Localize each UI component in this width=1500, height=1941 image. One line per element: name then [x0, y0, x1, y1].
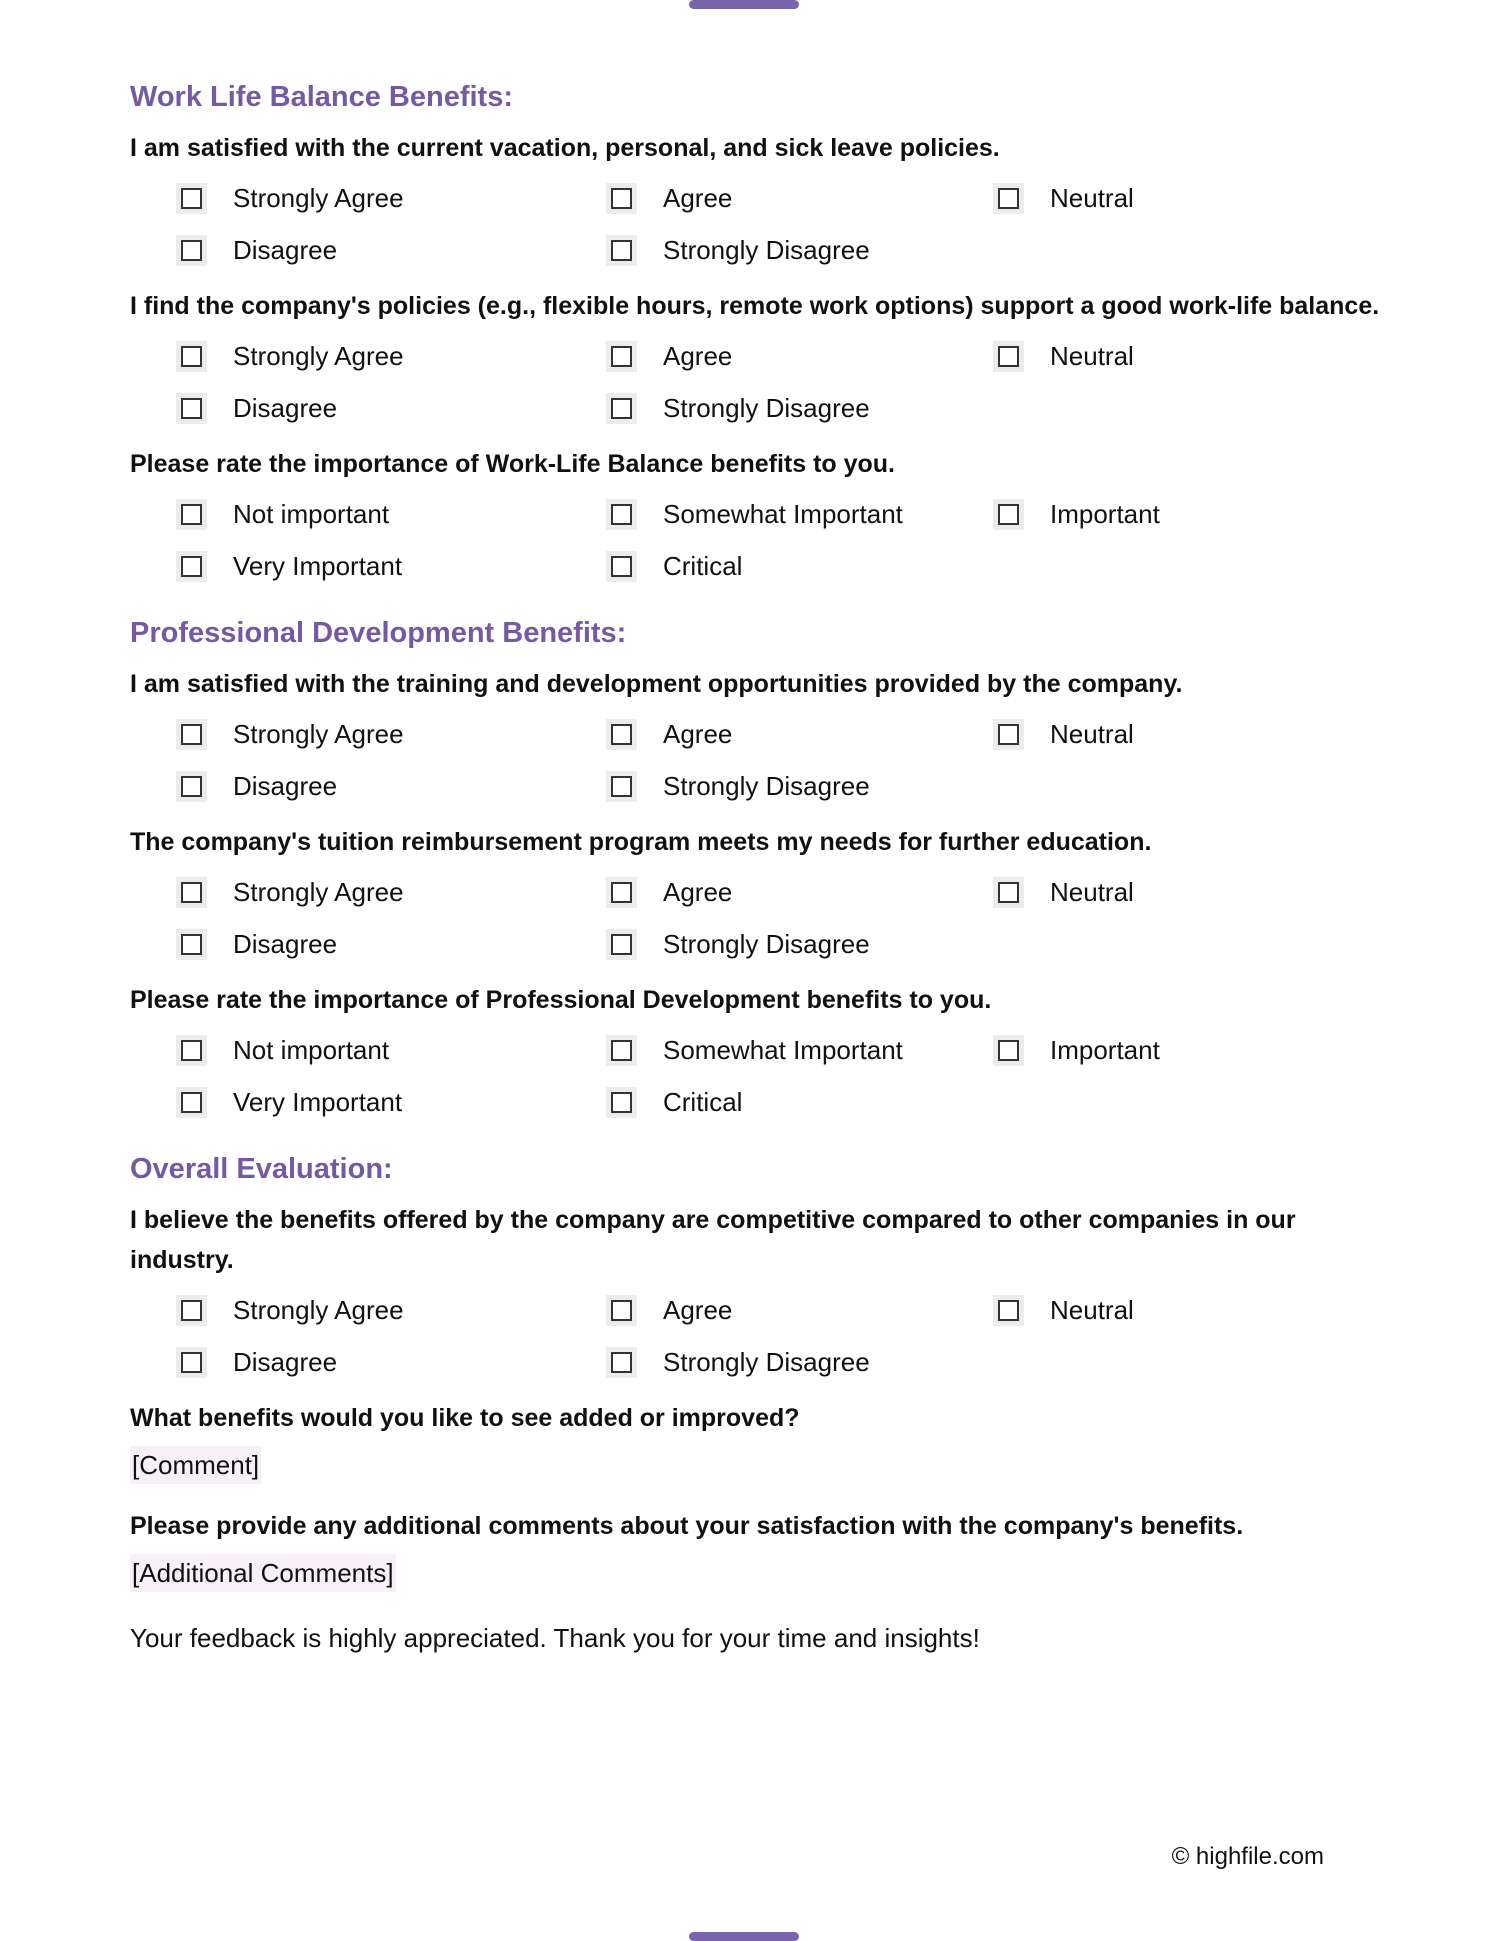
option-label: Not important: [233, 1034, 390, 1065]
checkbox[interactable]: [181, 776, 202, 797]
question-text: Please rate the importance of Professional Development benefits to you.: [130, 986, 992, 1014]
option-label: Agree: [663, 718, 733, 749]
checkbox[interactable]: [611, 1300, 632, 1321]
option-label: Strongly Disagree: [663, 234, 870, 265]
option[interactable]: [995, 708, 1295, 760]
option-label: Critical: [663, 550, 743, 581]
option[interactable]: [995, 330, 1295, 382]
checkbox[interactable]: [181, 504, 202, 525]
option-label: Neutral: [1050, 876, 1134, 907]
option-label: Strongly Disagree: [663, 392, 870, 423]
option-label: Strongly Disagree: [663, 928, 870, 959]
checkbox[interactable]: [998, 724, 1019, 745]
option-label: Strongly Disagree: [663, 770, 870, 801]
option[interactable]: [995, 1024, 1295, 1076]
option-label: Important: [1050, 1034, 1160, 1065]
section-heading-overall-evaluation: Overall Evaluation:: [130, 1153, 393, 1185]
checkbox[interactable]: [181, 346, 202, 367]
option-label: Strongly Agree: [233, 1294, 404, 1325]
option[interactable]: [608, 382, 995, 434]
option[interactable]: [178, 1076, 608, 1128]
option[interactable]: [178, 918, 608, 970]
option[interactable]: [178, 488, 608, 540]
option-label: Disagree: [233, 234, 338, 265]
option[interactable]: [178, 1284, 608, 1336]
option-label: Somewhat Important: [663, 498, 903, 529]
checkbox[interactable]: [611, 346, 632, 367]
checkbox[interactable]: [181, 1092, 202, 1113]
checkbox[interactable]: [611, 1092, 632, 1113]
comment-field[interactable]: [Comment]: [130, 1446, 261, 1484]
option-label: Agree: [663, 182, 733, 213]
checkbox[interactable]: [611, 776, 632, 797]
checkbox[interactable]: [181, 556, 202, 577]
option-label: Strongly Agree: [233, 340, 404, 371]
closing-note: Your feedback is highly appreciated. Thank you for your time and insights!: [130, 1623, 980, 1653]
option[interactable]: [995, 866, 1295, 918]
option[interactable]: [608, 1076, 995, 1128]
checkbox[interactable]: [611, 1352, 632, 1373]
question-text: I find the company's policies (e.g., flexible hours, remote work options) support a good work-life balance.: [130, 292, 1380, 320]
option[interactable]: [178, 1336, 608, 1388]
checkbox[interactable]: [611, 724, 632, 745]
option[interactable]: [178, 708, 608, 760]
option[interactable]: [608, 918, 995, 970]
additional-comments-field[interactable]: [Additional Comments]: [130, 1554, 396, 1592]
checkbox[interactable]: [998, 882, 1019, 903]
question-text: Please rate the importance of Work-Life Balance benefits to you.: [130, 450, 896, 478]
option-label: Not important: [233, 498, 390, 529]
survey-content: [130, 78, 1380, 1658]
checkbox[interactable]: [611, 934, 632, 955]
checkbox[interactable]: [611, 882, 632, 903]
option-label: Neutral: [1050, 182, 1134, 213]
question-text: What benefits would you like to see added or improved?: [130, 1404, 800, 1432]
option-group: [178, 1284, 1380, 1388]
option-group: [178, 1024, 1380, 1128]
option-group: [178, 488, 1380, 592]
option-label: Agree: [663, 876, 733, 907]
option[interactable]: [995, 172, 1295, 224]
checkbox[interactable]: [998, 188, 1019, 209]
copyright-notice: © highfile.com: [1171, 1843, 1324, 1870]
checkbox[interactable]: [998, 346, 1019, 367]
option[interactable]: [608, 866, 995, 918]
option-label: Strongly Agree: [233, 182, 404, 213]
checkbox[interactable]: [181, 882, 202, 903]
option-group: [178, 866, 1380, 970]
checkbox[interactable]: [611, 1040, 632, 1061]
option-label: Very Important: [233, 1086, 403, 1117]
option-label: Neutral: [1050, 1294, 1134, 1325]
option-label: Strongly Disagree: [663, 1346, 870, 1377]
question-text: I am satisfied with the current vacation, personal, and sick leave policies.: [130, 134, 1000, 162]
checkbox[interactable]: [611, 398, 632, 419]
option-label: Agree: [663, 340, 733, 371]
option-group: [178, 708, 1380, 812]
option[interactable]: [608, 488, 995, 540]
option-group: [178, 330, 1380, 434]
bottom-decoration-bar: [689, 1932, 799, 1941]
checkbox[interactable]: [611, 556, 632, 577]
option[interactable]: [178, 224, 608, 276]
checkbox[interactable]: [998, 1040, 1019, 1061]
option-label: Disagree: [233, 1346, 338, 1377]
section-heading-professional-development: Professional Development Benefits:: [130, 617, 627, 649]
option[interactable]: [178, 760, 608, 812]
checkbox[interactable]: [181, 240, 202, 261]
checkbox[interactable]: [181, 188, 202, 209]
option-label: Disagree: [233, 392, 338, 423]
option[interactable]: [178, 172, 608, 224]
option-label: Neutral: [1050, 340, 1134, 371]
checkbox[interactable]: [181, 724, 202, 745]
option[interactable]: [178, 1024, 608, 1076]
question-text: The company's tuition reimbursement program meets my needs for further education.: [130, 828, 1152, 856]
question-text: Please provide any additional comments about your satisfaction with the company's benefits.: [130, 1512, 1244, 1540]
checkbox[interactable]: [181, 398, 202, 419]
checkbox[interactable]: [998, 504, 1019, 525]
option-label: Strongly Agree: [233, 876, 404, 907]
option-label: Disagree: [233, 770, 338, 801]
checkbox[interactable]: [181, 1040, 202, 1061]
checkbox[interactable]: [181, 1352, 202, 1373]
option[interactable]: [608, 330, 995, 382]
option-label: Neutral: [1050, 718, 1134, 749]
option-label: Critical: [663, 1086, 743, 1117]
option[interactable]: [995, 1284, 1295, 1336]
option-label: Disagree: [233, 928, 338, 959]
checkbox[interactable]: [181, 934, 202, 955]
option[interactable]: [178, 382, 608, 434]
option[interactable]: [178, 540, 608, 592]
option-label: Somewhat Important: [663, 1034, 903, 1065]
option[interactable]: [608, 1024, 995, 1076]
checkbox[interactable]: [181, 1300, 202, 1321]
option[interactable]: [178, 330, 608, 382]
option-label: Agree: [663, 1294, 733, 1325]
option-label: Strongly Agree: [233, 718, 404, 749]
option-group: [178, 172, 1380, 276]
checkbox[interactable]: [611, 504, 632, 525]
option-label: Very Important: [233, 550, 403, 581]
option[interactable]: [608, 1336, 995, 1388]
checkbox[interactable]: [998, 1300, 1019, 1321]
option[interactable]: [995, 488, 1295, 540]
option[interactable]: [608, 760, 995, 812]
option[interactable]: [178, 866, 608, 918]
checkbox[interactable]: [611, 240, 632, 261]
question-text: I believe the benefits offered by the company are competitive compared to other companies in our industry.: [130, 1206, 1296, 1274]
option[interactable]: [608, 224, 995, 276]
option-label: Important: [1050, 498, 1160, 529]
top-decoration-bar: [689, 0, 799, 9]
option[interactable]: [608, 540, 995, 592]
checkbox[interactable]: [611, 188, 632, 209]
option[interactable]: [608, 1284, 995, 1336]
question-text: I am satisfied with the training and development opportunities provided by the company.: [130, 670, 1183, 698]
section-heading-work-life: Work Life Balance Benefits:: [130, 81, 514, 113]
option[interactable]: [608, 708, 995, 760]
option[interactable]: [608, 172, 995, 224]
